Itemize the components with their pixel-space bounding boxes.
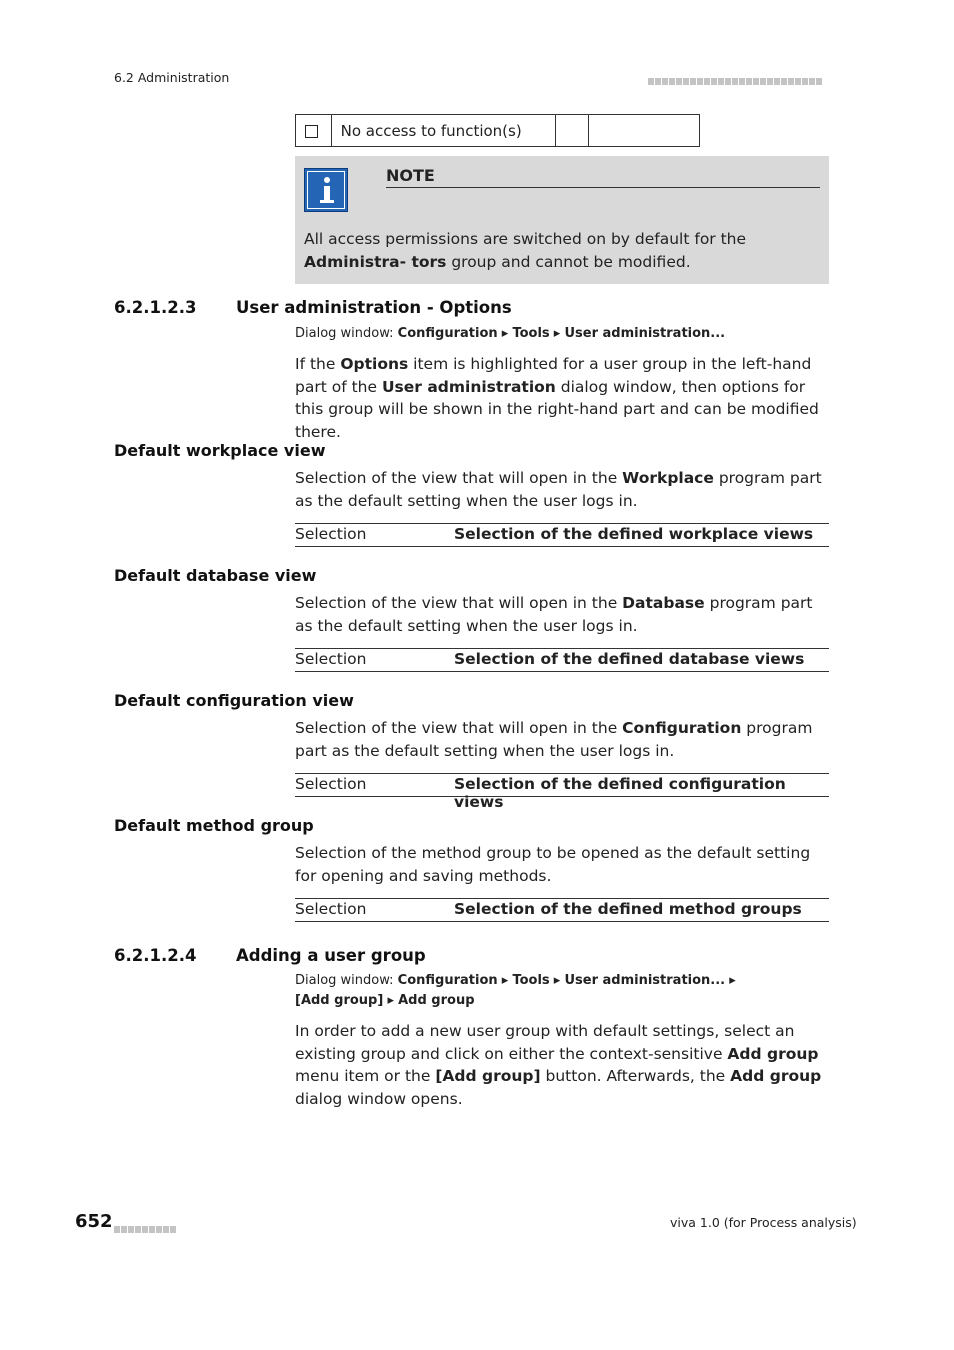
triangle-right-icon: ▸: [729, 973, 736, 988]
dialog-path: Dialog window: Configuration ▸ Tools ▸ User administration...: [295, 326, 726, 341]
method-group-paragraph: Selection of the method group to be opened as the default setting for opening and saving methods.: [295, 844, 811, 885]
note-text: All access permissions are switched on by default for the Administra- tors group and cannot be modified.: [304, 230, 747, 271]
access-table: [295, 114, 700, 147]
triangle-right-icon: ▸: [387, 993, 394, 1008]
triangle-right-icon: ▸: [553, 326, 561, 341]
workplace-selection-row: Selection Selection of the defined workplace views: [295, 523, 829, 547]
note-title: NOTE: [386, 166, 820, 188]
options-paragraph: If the Options item is highlighted for a user group in the left-hand part of the User administration dialog window, then options for this group will be shown in the right-hand part and can be modified there.: [295, 355, 819, 441]
database-paragraph: Selection of the view that will open in the Database program part as the default setting when the user logs in.: [295, 594, 813, 635]
triangle-right-icon: ▸: [553, 973, 561, 988]
note-box: [295, 156, 829, 284]
empty-cell: [556, 115, 589, 147]
checkbox-cell: [296, 115, 332, 147]
database-selection-row: Selection Selection of the defined database views: [295, 648, 829, 672]
configuration-paragraph: Selection of the view that will open in the Configuration program part as the default setting when the user logs in.: [295, 719, 813, 760]
running-header: 6.2 Administration: [114, 70, 230, 85]
workplace-heading: Default workplace view: [114, 441, 326, 460]
dialog-path: Dialog window: Configuration ▸ Tools ▸ User administration... ▸ [Add group] ▸ Add group: [295, 973, 736, 1008]
page-number: 652: [75, 1211, 113, 1232]
footer-dots: [114, 1219, 177, 1238]
product-name: viva 1.0 (for Process analysis): [670, 1215, 857, 1230]
workplace-paragraph: Selection of the view that will open in the Workplace program part as the default setting when the user logs in.: [295, 469, 822, 510]
info-icon: [304, 168, 348, 212]
access-label: No access to function(s): [331, 115, 556, 147]
method-group-selection-row: Selection Selection of the defined method groups: [295, 898, 829, 922]
checkbox-icon: [305, 125, 318, 138]
configuration-selection-row: Selection Selection of the defined configuration views: [295, 773, 829, 797]
database-heading: Default database view: [114, 566, 317, 585]
header-dots: [648, 71, 823, 90]
configuration-heading: Default configuration view: [114, 691, 354, 710]
empty-cell: [589, 115, 700, 147]
add-group-paragraph: In order to add a new user group with default settings, select an existing group and click on either the context-sensitive Add group menu item or the [Add group] button. Afterwards, the Add group dialog window opens.: [295, 1022, 822, 1108]
triangle-right-icon: ▸: [501, 326, 509, 341]
section-heading-options: 6.2.1.2.3 User administration - Options: [114, 298, 512, 317]
triangle-right-icon: ▸: [501, 973, 509, 988]
section-heading-add-group: 6.2.1.2.4 Adding a user group: [114, 946, 426, 965]
method-group-heading: Default method group: [114, 816, 314, 835]
